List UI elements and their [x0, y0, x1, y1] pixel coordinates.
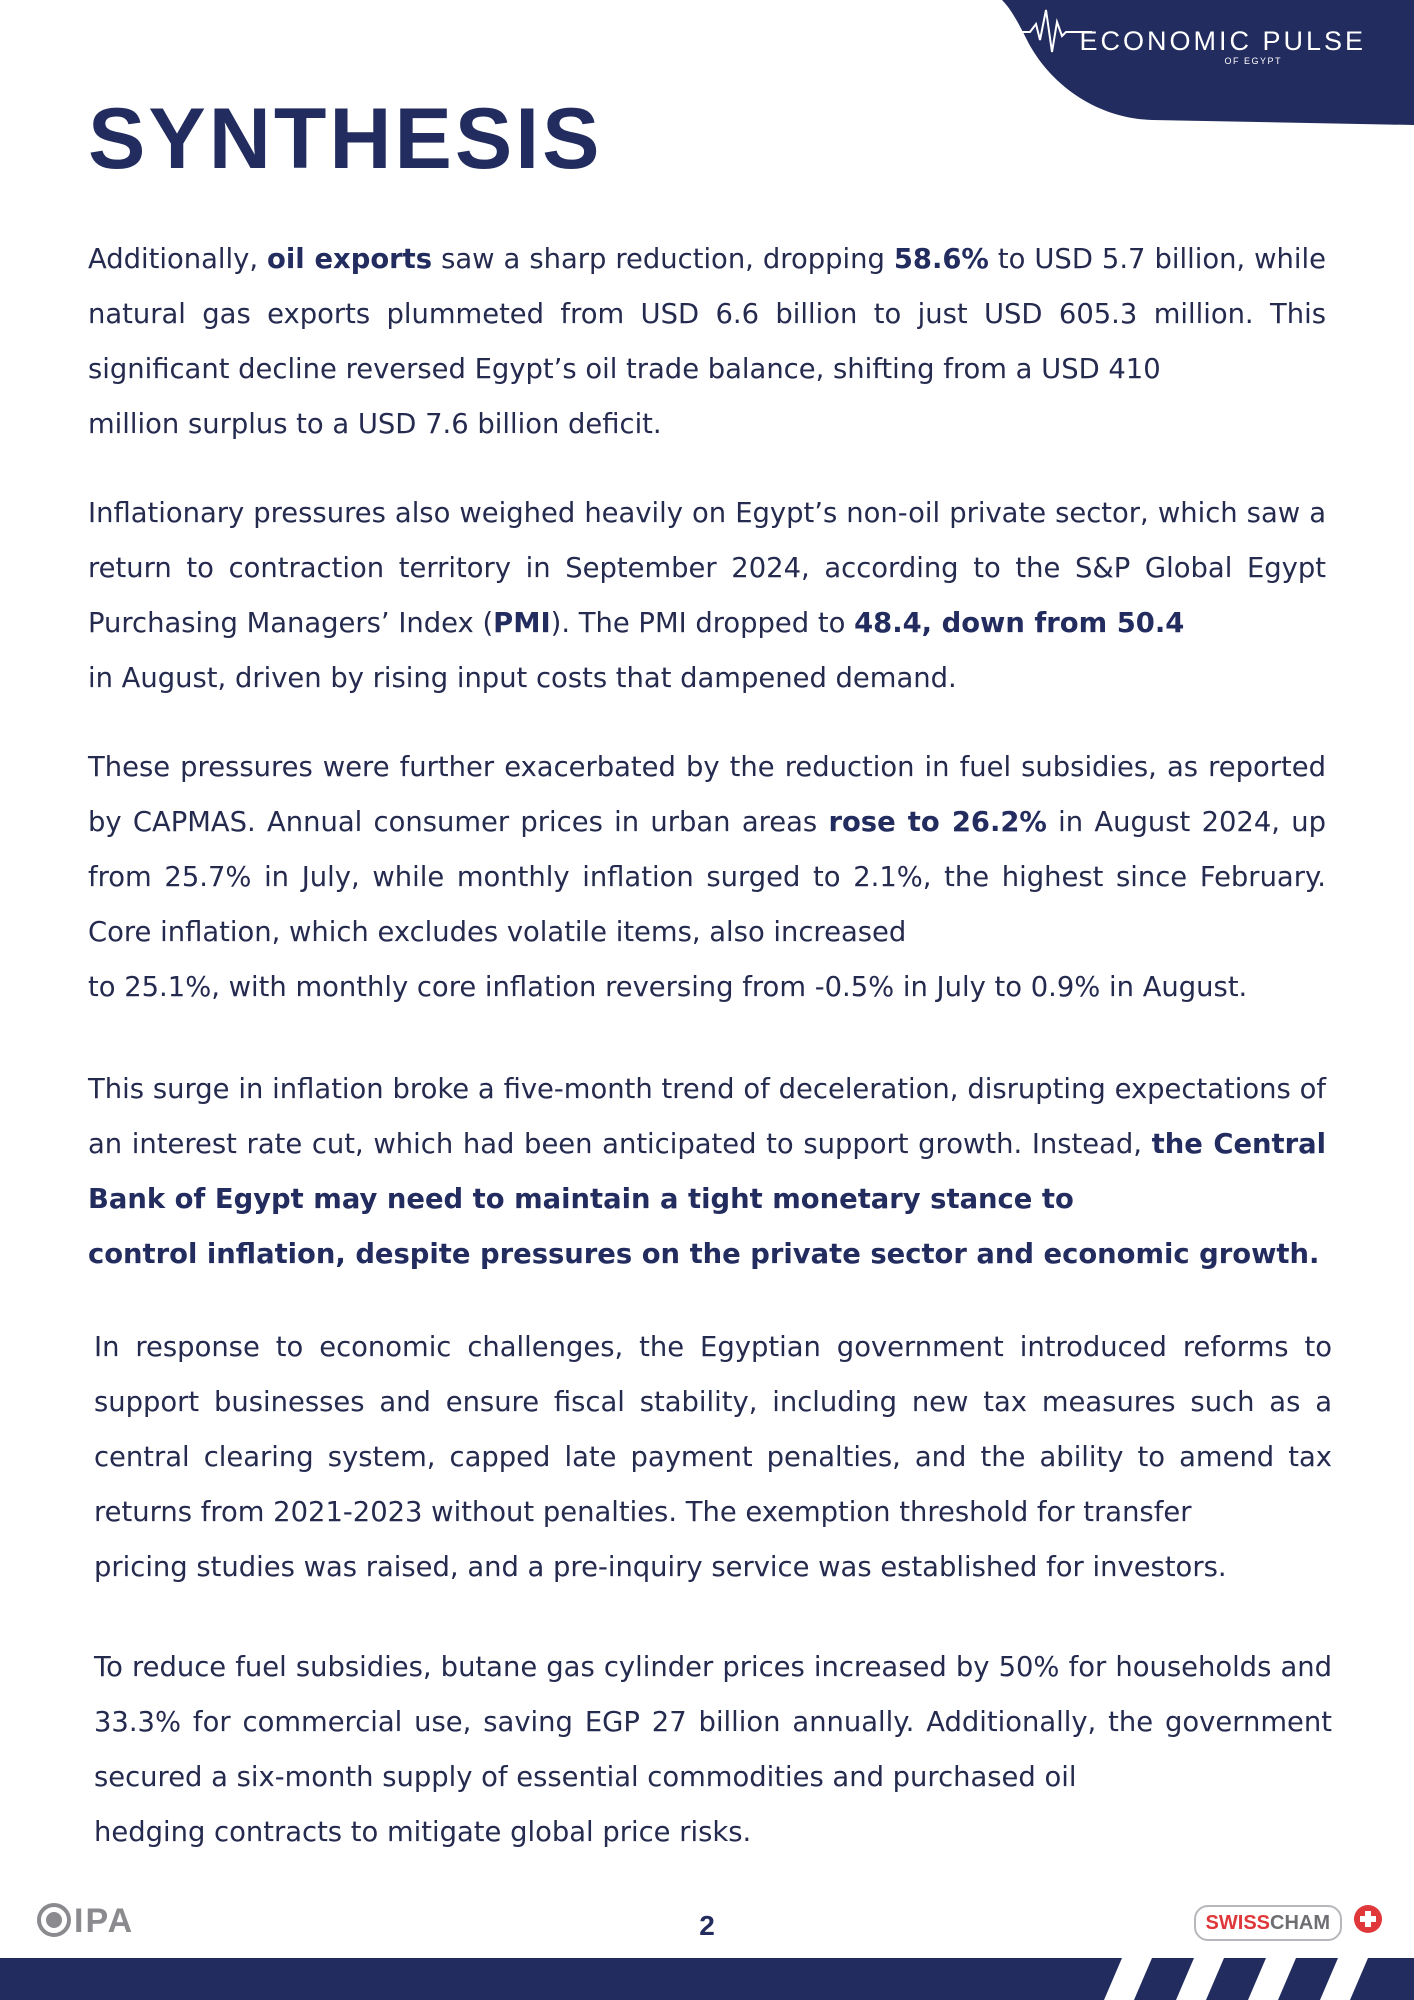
text-run-last: million surplus to a USD 7.6 billion deficit. — [88, 409, 662, 440]
text-run-last: in August, driven by rising input costs that dampened demand. — [88, 663, 957, 694]
brand-header-tab — [1002, 0, 1414, 125]
text-run-last: pricing studies was raised, and a pre-inquiry service was established for investors. — [94, 1552, 1227, 1583]
swisscham-logo-cham: CHAM — [1270, 1912, 1330, 1934]
text-run-last: to 25.1%, with monthly core inflation reversing from -0.5% in July to 0.9% in August. — [88, 972, 1248, 1003]
paragraph-central-bank — [88, 1062, 1326, 1282]
page-title: SYNTHESIS — [88, 91, 603, 187]
bold-run-last: control inflation, despite pressures on the private sector and economic growth. — [88, 1239, 1320, 1270]
paragraph-government-reforms — [94, 1320, 1332, 1595]
text-run: Additionally, — [88, 244, 268, 275]
page-number: 2 — [699, 1910, 715, 1941]
text-run: In response to economic challenges, the Egyptian government introduced reforms to support businesses and ensure fiscal stability, including new tax measures such as a central clearing system, capped late payment penalties, and the ability to amend tax returns from 2021-2023 without penalties. The exemption threshold for transfer — [94, 1332, 1332, 1528]
brand-name: ECONOMIC PULSE — [1079, 26, 1366, 56]
paragraph-oil-exports — [88, 232, 1326, 452]
bold-run: 48.4, down from 50.4 — [854, 608, 1185, 639]
swisscham-logo-swiss: SWISS — [1205, 1912, 1270, 1934]
paragraph-pmi — [88, 486, 1326, 706]
paragraph-fuel-subsidies — [94, 1640, 1332, 1860]
text-run: ). The PMI dropped to — [550, 608, 855, 639]
text-run: in August 2024, up from 25.7% in July, while monthly inflation surged to 2.1%, the highest since February. Core inflation, which excludes volatile items, also increased — [88, 807, 1327, 948]
text-run: saw a sharp reduction, dropping — [432, 244, 894, 275]
footer-bar — [0, 1958, 1414, 2000]
text-run: This surge in inflation broke a five-month trend of deceleration, disrupting expectations of an interest rate cut, which had been anticipated to support growth. Instead, — [88, 1074, 1326, 1160]
text-run: To reduce fuel subsidies, butane gas cylinder prices increased by 50% for households and 33.3% for commercial use, saving EGP 27 billion annually. Additionally, the government secured a six-month supply of essential commodities and purchased oil — [94, 1652, 1332, 1793]
heartbeat-pulse-icon — [1002, 0, 1092, 60]
ipa-logo-text: IPA — [74, 1902, 135, 1940]
text-run: These pressures were further exacerbated by the reduction in fuel subsidies, as reported by CAPMAS. Annual consumer prices in urban areas — [88, 752, 1326, 838]
text-run: Inflationary pressures also weighed heavily on Egypt’s non-oil private sector, which saw a return to contraction territory in September 2024, according to the S&P Global Egypt Purchasing Managers’ Index ( — [88, 498, 1326, 639]
paragraph-consumer-prices — [88, 740, 1326, 1015]
brand-subtitle: OF EGYPT — [1224, 56, 1282, 66]
bold-run: 58.6% — [893, 244, 989, 275]
text-run-last: hedging contracts to mitigate global price risks. — [94, 1817, 752, 1848]
swisscham-logo — [1194, 1905, 1342, 1941]
bold-run: PMI — [493, 608, 551, 639]
text-run: to USD 5.7 billion, while natural gas exports plummeted from USD 6.6 billion to just USD 605.3 million. This significant decline reversed Egypt’s oil trade balance, shifting from a USD 410 — [88, 244, 1326, 385]
bold-run: rose to 26.2% — [828, 807, 1047, 838]
swiss-cross-icon — [1354, 1905, 1382, 1933]
bold-run: oil exports — [267, 244, 433, 275]
bold-run: the Central Bank of Egypt may need to maintain a tight monetary stance to — [88, 1129, 1326, 1215]
